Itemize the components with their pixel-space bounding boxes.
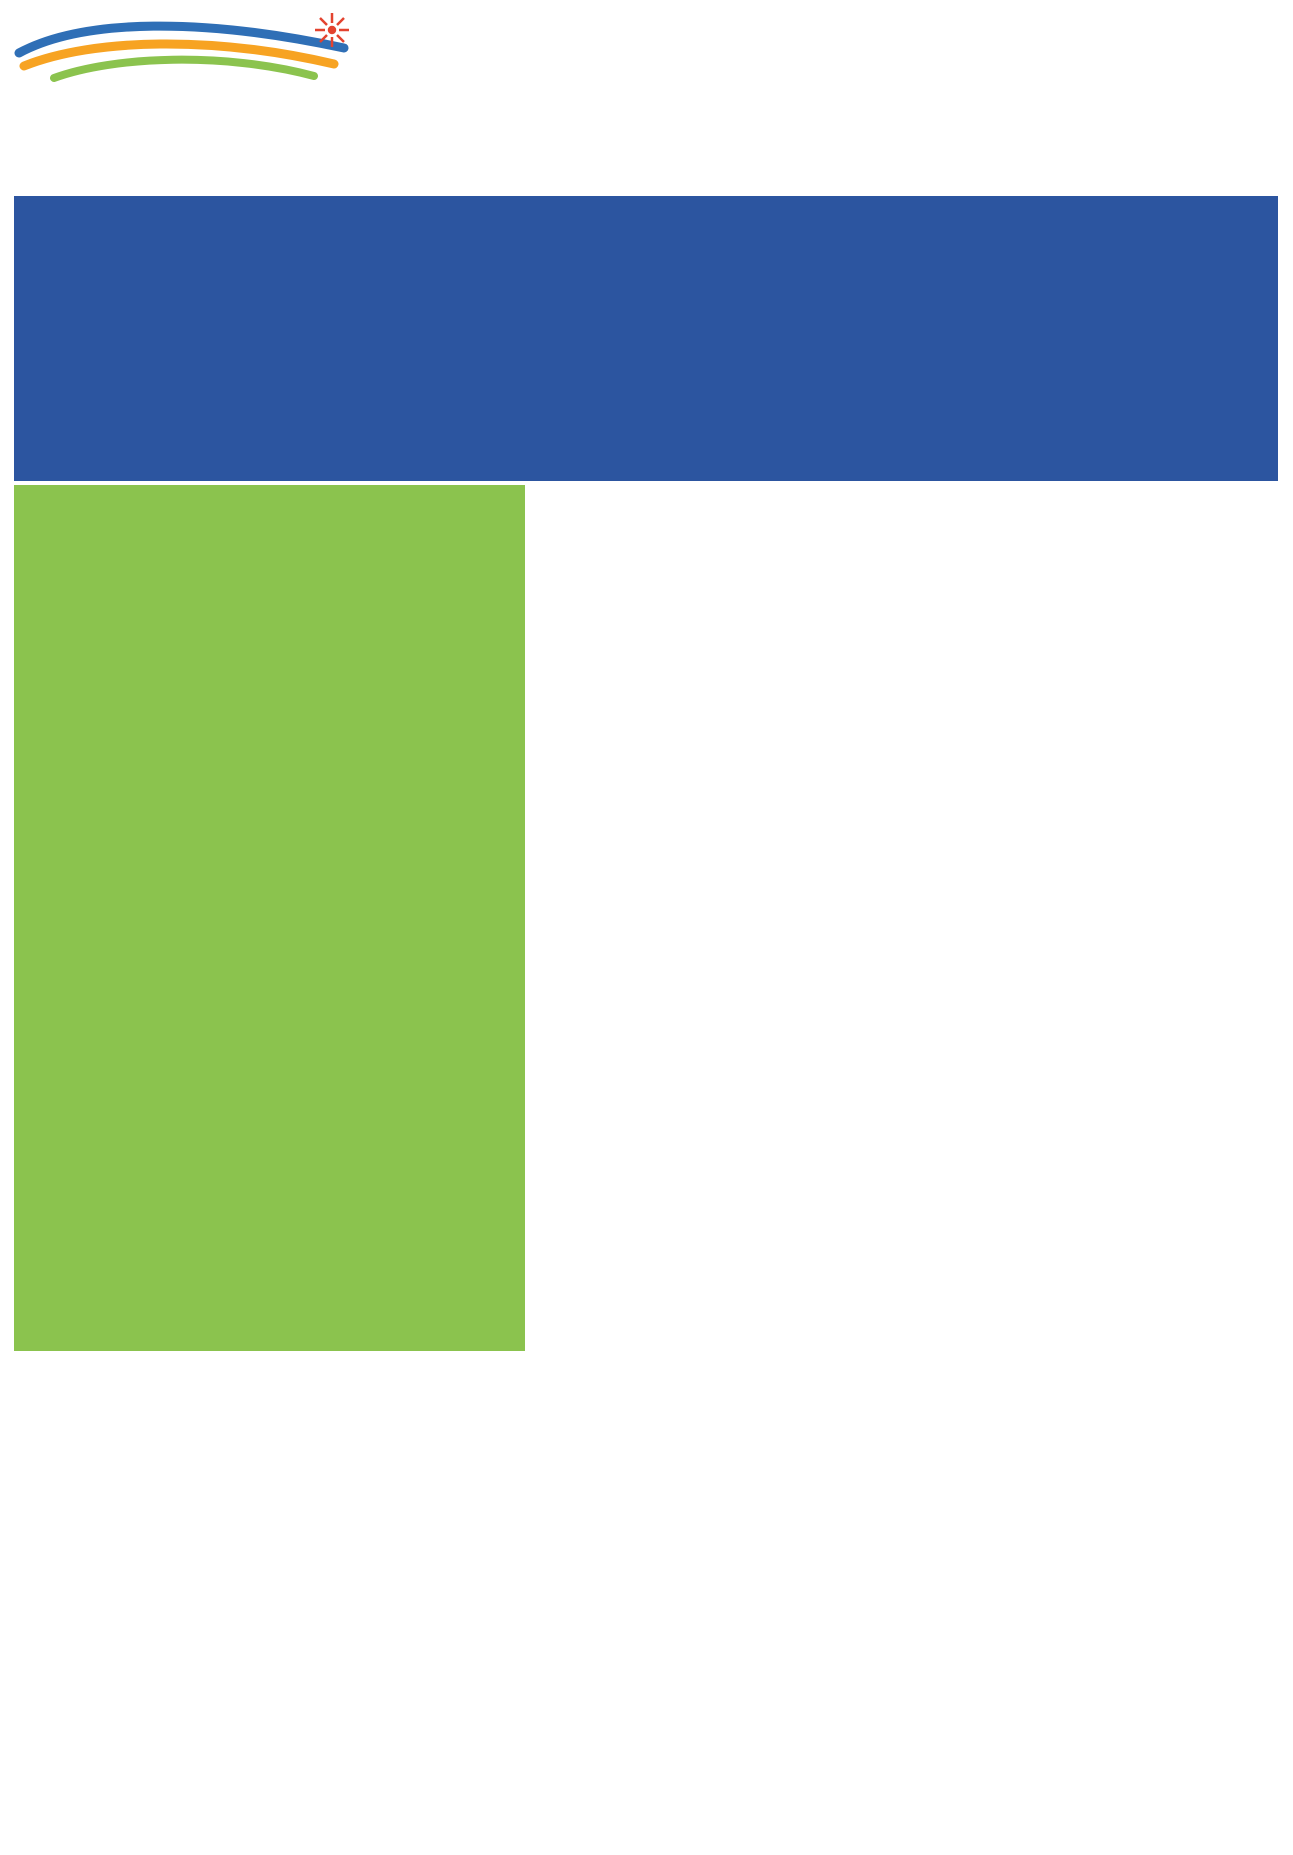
stats-panel: [14, 485, 525, 1351]
intro-box: [14, 196, 1278, 481]
sun-icon: [315, 13, 349, 47]
logo-graphic: [14, 8, 359, 178]
agglo-logo: [14, 8, 359, 178]
